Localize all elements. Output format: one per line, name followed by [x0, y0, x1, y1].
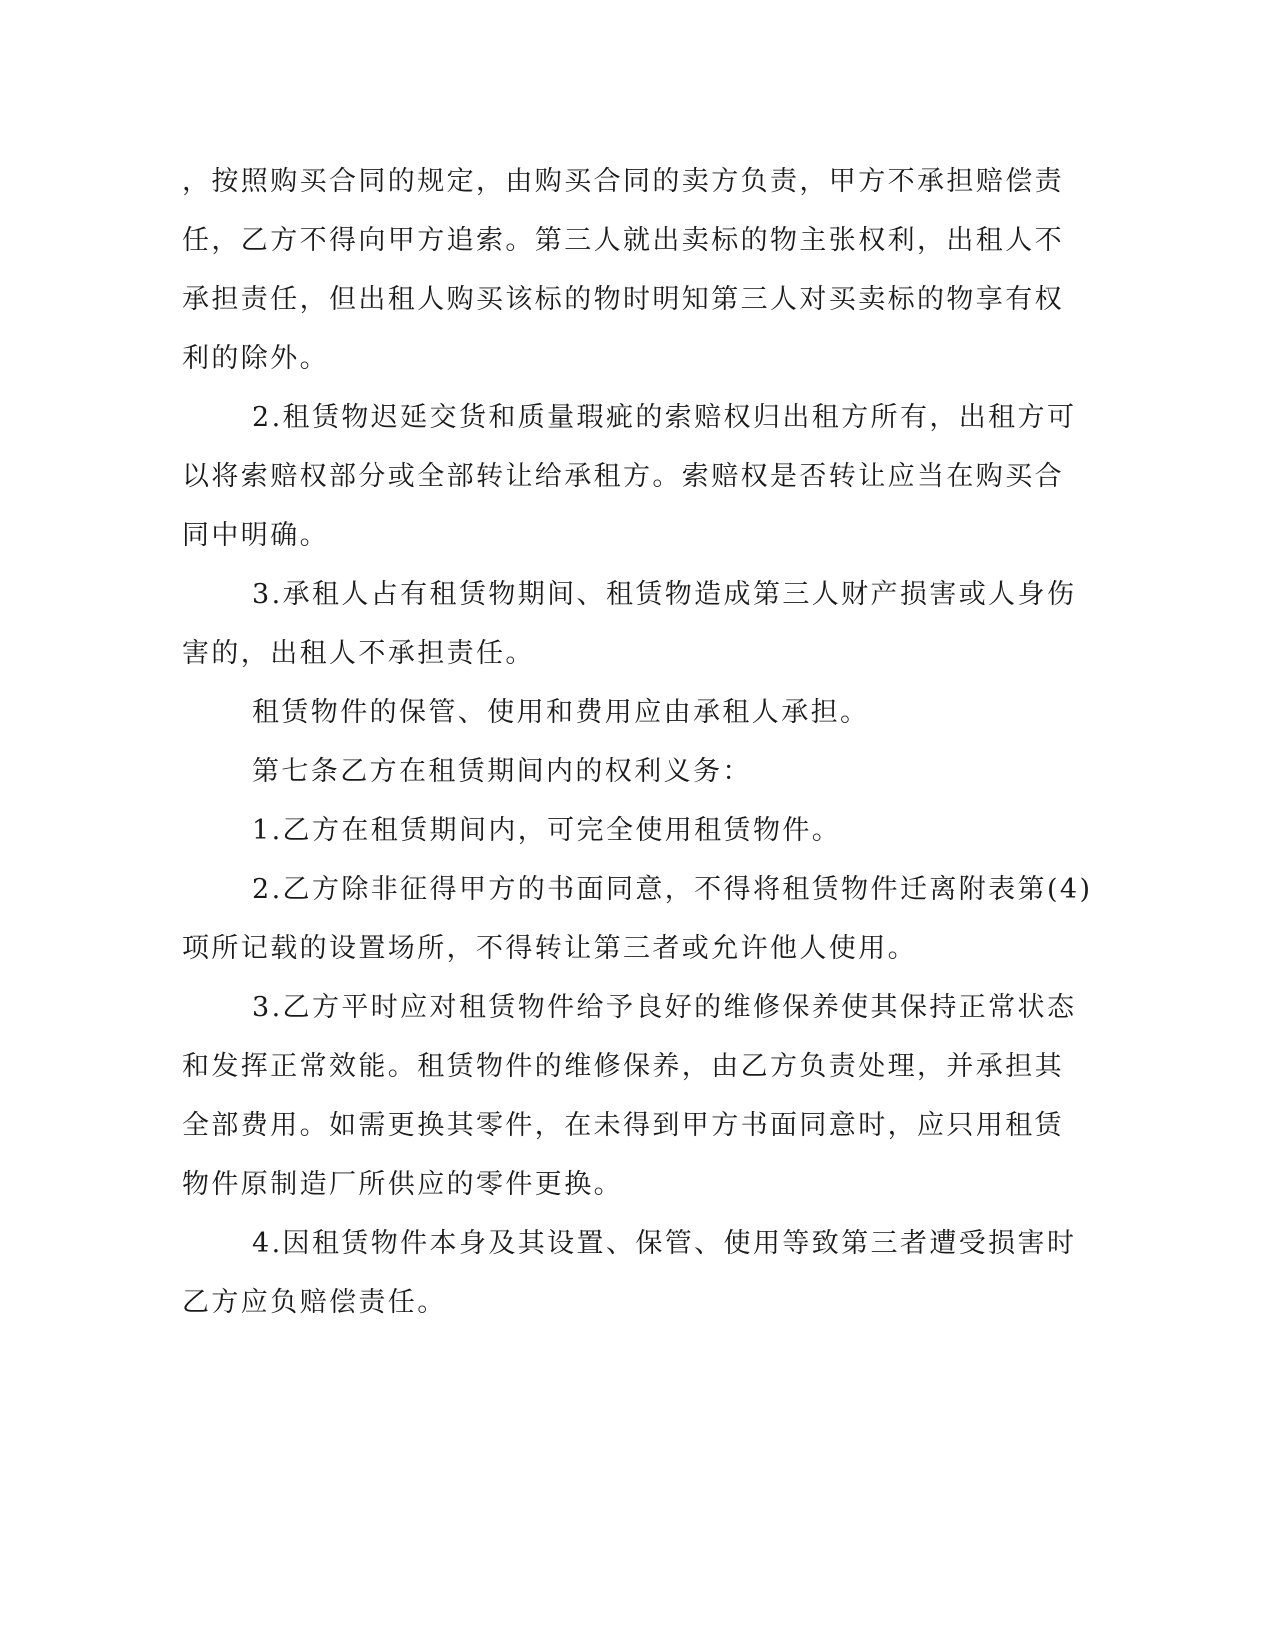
- text-line: 4.因租赁物件本身及其设置、保管、使用等致第三者遭受损害时: [252, 1228, 1077, 1259]
- text-line: 2.租赁物迟延交货和质量瑕疵的索赔权归出租方所有，出租方可: [252, 402, 1077, 433]
- text-line: 项所记载的设置场所，不得转让第三者或允许他人使用。: [182, 933, 917, 964]
- text-line: 第七条乙方在租赁期间内的权利义务：: [252, 756, 752, 787]
- text-line: 3.承租人占有租赁物期间、租赁物造成第三人财产损害或人身伤: [252, 579, 1077, 610]
- text-line: 物件原制造厂所供应的零件更换。: [182, 1169, 623, 1200]
- text-line: 租赁物件的保管、使用和费用应由承租人承担。: [252, 697, 870, 728]
- text-line: 以将索赔权部分或全部转让给承租方。索赔权是否转让应当在购买合: [182, 461, 1064, 492]
- text-line: 全部费用。如需更换其零件，在未得到甲方书面同意时，应只用租赁: [182, 1110, 1064, 1141]
- text-line: 同中明确。: [182, 520, 329, 551]
- text-line: 1.乙方在租赁期间内，可完全使用租赁物件。: [252, 815, 842, 846]
- text-line: 承担责任，但出租人购买该标的物时明知第三人对买卖标的物享有权: [182, 284, 1064, 315]
- text-line: 和发挥正常效能。租赁物件的维修保养，由乙方负责处理，并承担其: [182, 1051, 1064, 1082]
- text-line: 2.乙方除非征得甲方的书面同意，不得将租赁物件迁离附表第(4): [252, 874, 1093, 905]
- text-line: 乙方应负赔偿责任。: [182, 1287, 447, 1318]
- text-line: 害的，出租人不承担责任。: [182, 638, 535, 669]
- text-line: 3.乙方平时应对租赁物件给予良好的维修保养使其保持正常状态: [252, 992, 1077, 1023]
- text-line: 利的除外。: [182, 343, 329, 374]
- text-line: ，按照购买合同的规定，由购买合同的卖方负责，甲方不承担赔偿责: [182, 166, 1064, 197]
- text-line: 任，乙方不得向甲方追索。第三人就出卖标的物主张权利，出租人不: [182, 225, 1064, 256]
